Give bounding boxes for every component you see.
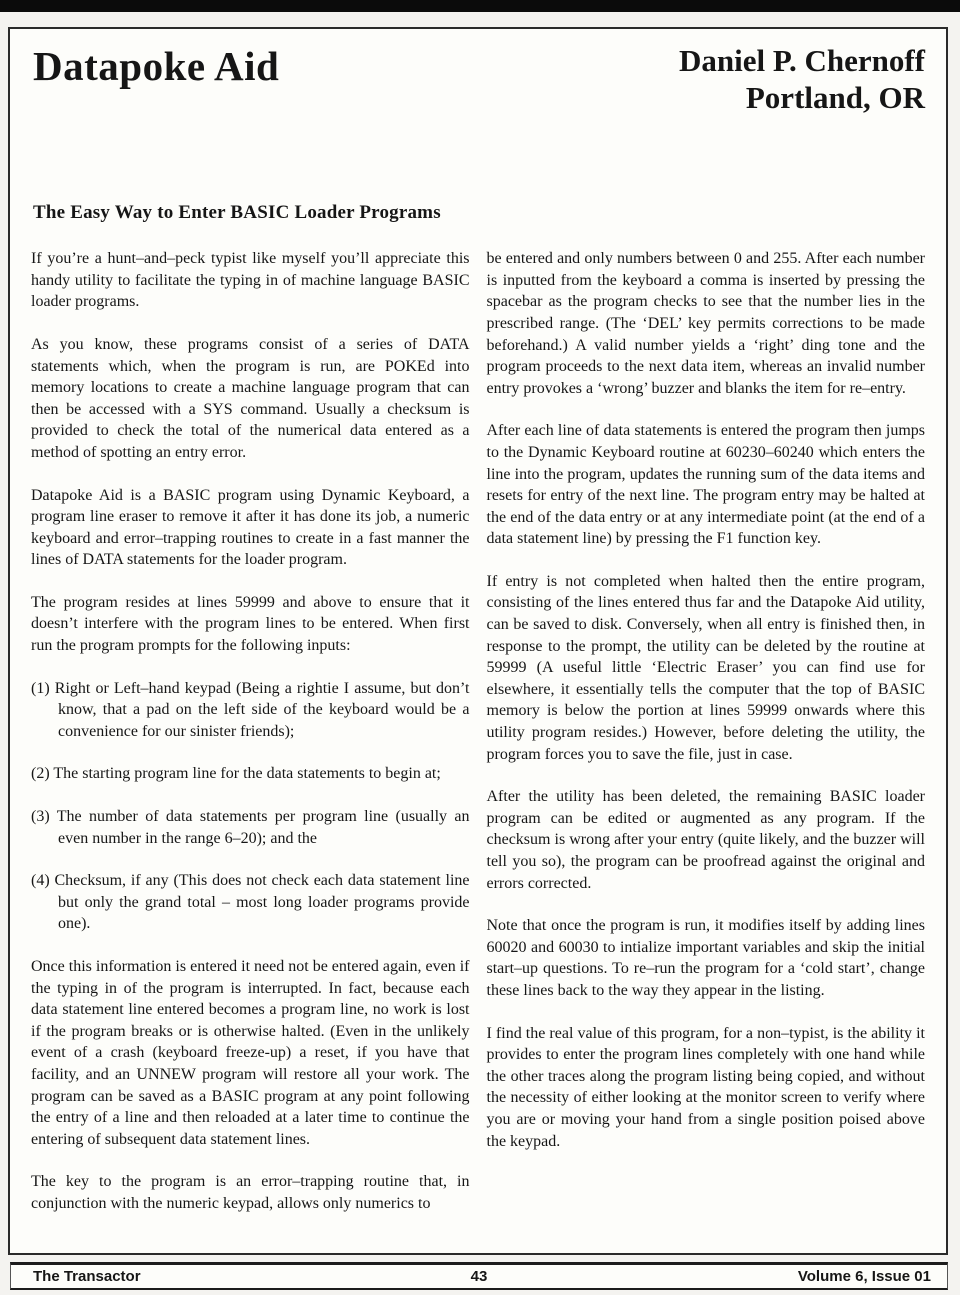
author-location: Portland, OR	[745, 79, 925, 115]
paragraph: After each line of data statements is entered the program then jumps to the Dynamic Keyboard routine at 60230–60240 which enters the line into the program, updates the running sum of the data items and resets for entry of the next line. The program entry may be halted at the end of the data entry or at any intermediate point (at the end of a data statement line) by pressing the F1 function key.	[486, 422, 925, 548]
magazine-page	[8, 27, 948, 1255]
paragraph: Once this information is entered it need not be entered again, even if the typing in of the program is interrupted. In fact, because each data statement line entered becomes a program line, no work is lost if the program breaks or is otherwise halted. (Even in the unlikely event of a crash (keyboard freeze-up) a reset, if you have that facility, and an UNNEW program will restore all your work. The program can be saved as a BASIC program at any point following the entry of a line and then reloaded at a later time to continue the entering of subsequent data statement lines.	[31, 958, 470, 1148]
page-footer	[10, 1262, 948, 1290]
paragraph: The program resides at lines 59999 and above to ensure that it doesn’t interfere with the program lines to be entered. When first run the program prompts for the following inputs:	[31, 593, 470, 655]
footer-page-number: 43	[470, 1268, 488, 1285]
article-body	[31, 248, 925, 1235]
page-title: Datapoke Aid	[33, 43, 280, 89]
list-item: (4) Checksum, if any (This does not check each data statement line but only the grand total – most long loader programs provide one).	[31, 872, 470, 933]
paragraph: As you know, these programs consist of a series of DATA statements which, when the program is run, are POKEd into memory locations to create a machine language program that can then be accessed with a SYS command. Usually a checksum is provided to check the total of the numerical data entered as a method of spotting an entry error.	[31, 335, 470, 461]
paragraph: After the utility has been deleted, the remaining BASIC loader program can be edited or augmented as any program. If the checksum is wrong after your entry (quite likely, and the buzzer will tell you so), the program can be proofread against the original and errors corrected.	[486, 788, 925, 892]
paragraph: I find the real value of this program, for a non–typist, is the ability it provides to enter the program lines completely with one hand while the other traces along the program listing being copied, and without the necessity of either looking at the monitor screen to verify where you are or moving your hand from a single position poised above the keypad.	[486, 1024, 925, 1150]
list-item: (2) The starting program line for the data statements to begin at;	[31, 765, 441, 783]
paragraph: Datapoke Aid is a BASIC program using Dynamic Keyboard, a program line eraser to remove it after it has done its job, a numeric keyboard and error–trapping routines to create in a fast manner the lines of DATA statements for the loader program.	[31, 486, 470, 569]
paragraph: If entry is not completed when halted then the entire program, consisting of the lines entered thus far and the Datapoke Aid utility, can be saved to disk. Conversely, when all entry is finished then, in response to the prompt, the utility can be deleted by the routine at 59999 (A useful little ‘Electric Eraser’ you can find use for elsewhere, it essentially tells the computer that the top of BASIC memory is below the portion at lines 59999 onwards where this utility program resides.) However, before deleting the utility, the program forces you to save the file, just in case.	[486, 572, 925, 763]
author-name: Daniel P. Chernoff	[679, 43, 925, 78]
scan-edge-bar	[0, 0, 960, 12]
list-item: (1) Right or Left–hand keypad (Being a rightie I assume, but don’t know, that a pad on the left side of the keyboard would be a convenience for our sinister friends);	[31, 679, 470, 740]
paragraph: be entered and only numbers between 0 and 255. After each number is inputted from the keyboard a comma is inserted by pressing the spacebar as the program checks to see that the number lies in the prescribed range. (The ‘DEL’ key permits corrections to be made beforehand.) A valid number yields a ‘right’ ding tone and the program proceeds to the next data item, whereas an invalid number entry provokes a ‘wrong’ buzzer and blanks the item for re–entry.	[486, 250, 925, 397]
article-header	[31, 43, 925, 116]
paragraph: The key to the program is an error–trapping routine that, in conjunction with the numeric keypad, allows only numerics to	[31, 1173, 470, 1212]
list-item: (3) The number of data statements per program line (usually an even number in the range 6–20); and the	[31, 808, 470, 847]
left-column	[31, 248, 470, 1235]
paragraph: Note that once the program is run, it modifies itself by adding lines 60020 and 60030 to intialize important variables and skip the initial start–up questions. To re–run the program for a ‘cold start’, change these lines back to the way they appear in the listing.	[486, 917, 925, 999]
footer-magazine-name: The Transactor	[33, 1268, 141, 1285]
byline	[679, 43, 925, 116]
right-column	[487, 248, 926, 1235]
footer-issue-label: Volume 6, Issue 01	[797, 1268, 931, 1285]
paragraph: If you’re a hunt–and–peck typist like myself you’ll appreciate this handy utility to facilitate the typing in of machine language BASIC loader programs.	[31, 250, 470, 311]
section-heading: The Easy Way to Enter BASIC Loader Programs	[33, 202, 441, 224]
